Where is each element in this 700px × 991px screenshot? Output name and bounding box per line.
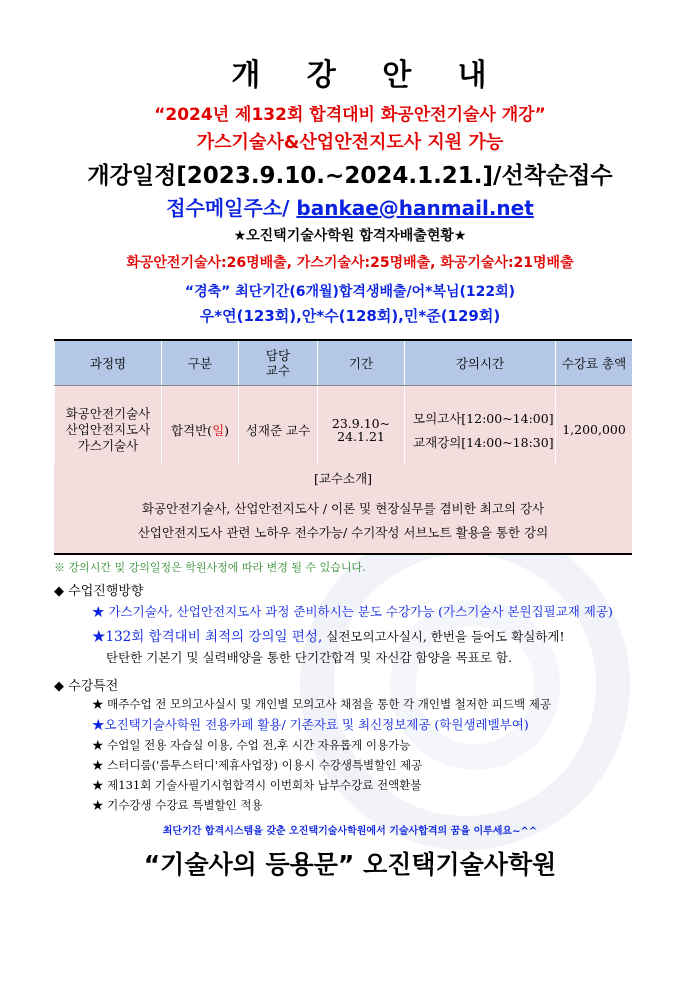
features-heading: ◆ 수강특전	[54, 679, 119, 694]
header-professor: 담당 교수	[239, 340, 318, 386]
record-line-2: “경축” 최단기간(6개월)합격생배출/어*복님(122회)	[184, 284, 516, 300]
direction-heading: ◆ 수업진행방향	[54, 584, 144, 599]
header-period: 기간	[318, 340, 405, 386]
direction-line-2: ★132회 합격대비 최적의 강의일 편성, 실전모의고사실시, 한번을 들어도 확실하게!	[92, 629, 565, 645]
email-line	[0, 192, 700, 221]
direction-line-3: 탄탄한 기본기 및 실력배양을 통한 단기간합격 및 자신감 함양을 목표로 함.	[106, 650, 512, 665]
record-line-3: 우*연(123회),안*수(128회),민*준(129회)	[199, 307, 501, 325]
footer-academy-name: “기술사의 등용문” 오진택기술사학원	[143, 850, 557, 879]
lecture-slot-1: 모의고사[12:00~14:00]	[413, 410, 554, 426]
header-fee: 수강료 총액	[556, 340, 633, 386]
category-highlight: 일	[212, 422, 225, 438]
lecture-slot-2: 교재강의[14:00~18:30]	[413, 434, 554, 450]
eligibility-subtitle: 가스기술사&산업안전지도사 지원 가능	[196, 132, 504, 153]
direction-line-1: ★ 가스기술사, 산업안전지도사 과정 준비하시는 분도 수강가능 (가스기술사 본원집필교재 제공)	[92, 604, 613, 619]
professor-intro-line-1: 화공안전기술사, 산업안전지도사 / 이론 및 현장실무를 겸비한 최고의 강사	[141, 501, 545, 516]
cell-fee: 1,200,000	[556, 386, 633, 474]
feature-item: ★ 스터디룸('룸투스터디'제휴사업장) 이용시 수강생특별할인 제공	[92, 758, 423, 772]
header-lecture-time: 강의시간	[405, 340, 556, 386]
cell-professor: 성재준 교수	[239, 386, 318, 474]
header-course-name: 과정명	[55, 340, 162, 386]
cell-course-name: 화공안전기술사 산업안전지도사 가스기술사	[55, 386, 162, 474]
professor-intro-box	[54, 465, 632, 555]
course-table	[54, 339, 632, 474]
footer-tagline: 최단기간 합격시스템을 갖춘 오진택기술사학원에서 기술사합격의 꿈을 이루세요~^^	[162, 826, 538, 837]
record-line-1: 화공안전기술사:26명배출, 가스기술사:25명배출, 화공기술사:21명배출	[126, 255, 574, 271]
email-link[interactable]: bankae@hanmail.net	[296, 196, 534, 220]
record-title: ★오진택기술사학원 합격자배출현황★	[233, 228, 467, 244]
table-header-row	[55, 340, 633, 386]
feature-item: ★ 수업일 전용 자습실 이용, 수업 전,후 시간 자유롭게 이용가능	[92, 738, 411, 752]
page-title: 개 강 안 내	[231, 58, 505, 93]
table-row	[55, 386, 633, 474]
course-subtitle: “2024년 제132회 합격대비 화공안전기술사 개강”	[154, 105, 546, 125]
cell-category: 합격반(일)	[162, 386, 239, 474]
email-label: 접수메일주소/	[166, 196, 297, 220]
feature-item: ★ 기수강생 수강료 특별할인 적용	[92, 798, 263, 812]
feature-item: ★ 제131회 기술사필기시험합격시 이번회차 납부수강료 전액환불	[92, 778, 422, 792]
professor-intro-line-2: 산업안전지도사 관련 노하우 전수가능/ 수기작성 서브노트 활용을 통한 강의	[137, 525, 549, 540]
feature-item: ★오진택기술사학원 전용카페 활용/ 기존자료 및 최신정보제공 (학원생레벨부여)	[92, 717, 529, 732]
feature-item: ★ 매주수업 전 모의고사실시 및 개인별 모의고사 채점을 통한 각 개인별 철저한 피드백 제공	[92, 697, 551, 711]
schedule-notice: ※ 강의시간 및 강의일정은 학원사정에 따라 변경 될 수 있습니다.	[54, 561, 366, 574]
professor-intro-header: [교수소개]	[313, 471, 373, 486]
header-category: 구분	[162, 340, 239, 386]
cell-period: 23.9.10~ 24.1.21	[318, 386, 405, 474]
schedule-heading: 개강일정[2023.9.10.~2024.1.21.]/선착순접수	[87, 163, 613, 189]
cell-lecture-time	[405, 386, 556, 474]
